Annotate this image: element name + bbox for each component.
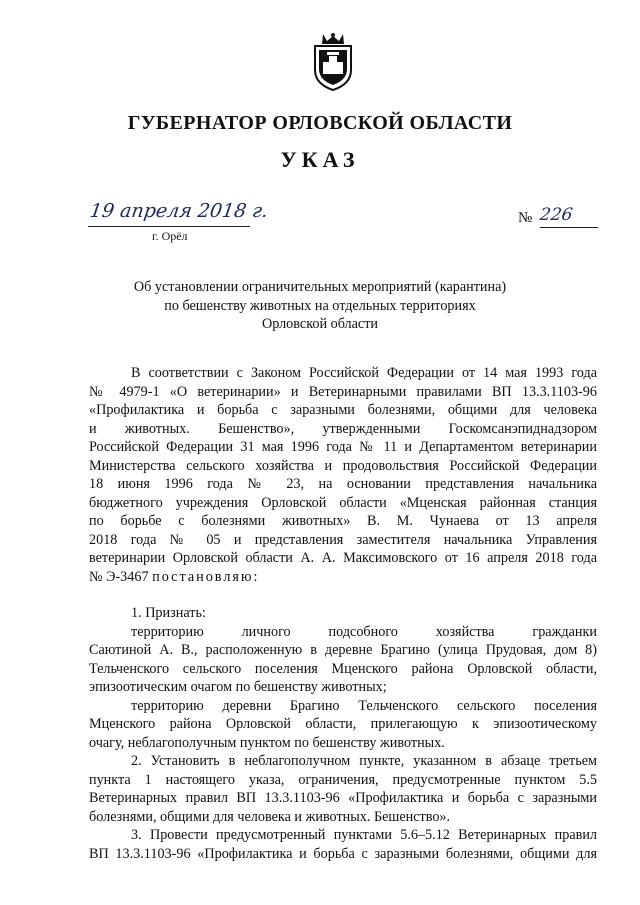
date-underline [88, 226, 250, 227]
coat-of-arms-icon [309, 32, 357, 92]
document-title [100, 278, 540, 334]
text-line: бюджетного учреждения Орловской области «Мценская районная станция [89, 494, 597, 511]
text-line: эпизоотическим очагом по бешенству животных; [89, 679, 387, 695]
text-fragment: № Э-3467 [89, 568, 153, 585]
text-line: Тельченского сельского поселения Мценского района Орловской области, [89, 660, 597, 677]
preamble-paragraph [89, 364, 597, 586]
text-line: болезнями, общими для человека и животных. Бешенство». [89, 808, 451, 825]
text-line: территорию деревни Брагино Тельченского сельского поселения [131, 697, 597, 714]
text-line: 2018 года № 05 и представления заместителя начальника Управления [89, 531, 597, 548]
text-line: территорию личного подсобного хозяйства гражданки [131, 623, 597, 640]
decree-keyword: постановляю: [152, 568, 260, 585]
number-underline [540, 227, 598, 228]
text-line: Ветеринарных правил ВП 13.3.1103-96 «Профилактика и борьба с заразными [89, 790, 597, 806]
text-line: по борьбе с болезнями животных» В. М. Чунаева от 13 апреля [89, 513, 597, 529]
text-line: ВП 13.3.1103-96 «Профилактика и борьба с заразными болезнями, общими для [89, 845, 597, 862]
title-line: Об установлении ограничительных мероприятий (карантина) [133, 279, 507, 295]
title-line: Орловской области [261, 316, 379, 332]
handwritten-number: 226 [538, 205, 574, 225]
text-line: Мценского района Орловской области, прилегающую к эпизоотическому [89, 716, 597, 732]
city-label: г. Орёл [152, 229, 188, 243]
number-label: № [518, 210, 533, 226]
handwritten-date: 19 апреля 2018 г. [88, 200, 270, 222]
text-line: Министерства сельского хозяйства и продовольствия Российской Федерации [89, 457, 597, 474]
text-line: 18 июня 1996 года № 23, на основании представления начальника [89, 476, 597, 492]
issuer-title: ГУБЕРНАТОР ОРЛОВСКОЙ ОБЛАСТИ [127, 112, 513, 134]
title-line: по бешенству животных на отдельных территориях [164, 297, 476, 314]
text-line: Саютиной А. В., расположенную в деревне Брагино (улица Прудовая, дом 8) [89, 642, 597, 658]
text-line: и животных. Бешенство», утвержденными Госкомсанэпиднадзором [89, 420, 597, 437]
item-2 [89, 752, 597, 826]
text-line: 3. Провести предусмотренный пунктами 5.6–5.12 Ветеринарных правил [131, 827, 597, 843]
document-body [89, 364, 597, 863]
text-line: Российской Федерации 31 мая 1996 года № 11 и Департаментом ветеринарии [89, 439, 597, 455]
text-line: 2. Установить в неблагополучном пункте, указанном в абзаце третьем [131, 753, 597, 769]
text-line: В соответствии с Законом Российской Федерации от 14 мая 1993 года [131, 365, 597, 381]
text-line: ветеринарии Орловской области А. А. Максимовского от 16 апреля 2018 года [89, 550, 597, 566]
item-heading: 1. Признать: [131, 605, 206, 621]
text-line: № 4979-1 «О ветеринарии» и Ветеринарными правилами ВП 13.3.1103-96 [89, 383, 597, 400]
text-line: очагу, неблагополучным пунктом по бешенству животных. [89, 734, 445, 751]
text-line [89, 568, 597, 587]
document-type: УКАЗ [280, 147, 360, 172]
text-line: пункта 1 настоящего указа, ограничения, предусмотренные пунктом 5.5 [89, 771, 597, 788]
item-3 [89, 826, 597, 863]
item-1 [89, 604, 597, 752]
text-line: «Профилактика и борьба с заразными болезнями, общими для человека [89, 402, 597, 418]
